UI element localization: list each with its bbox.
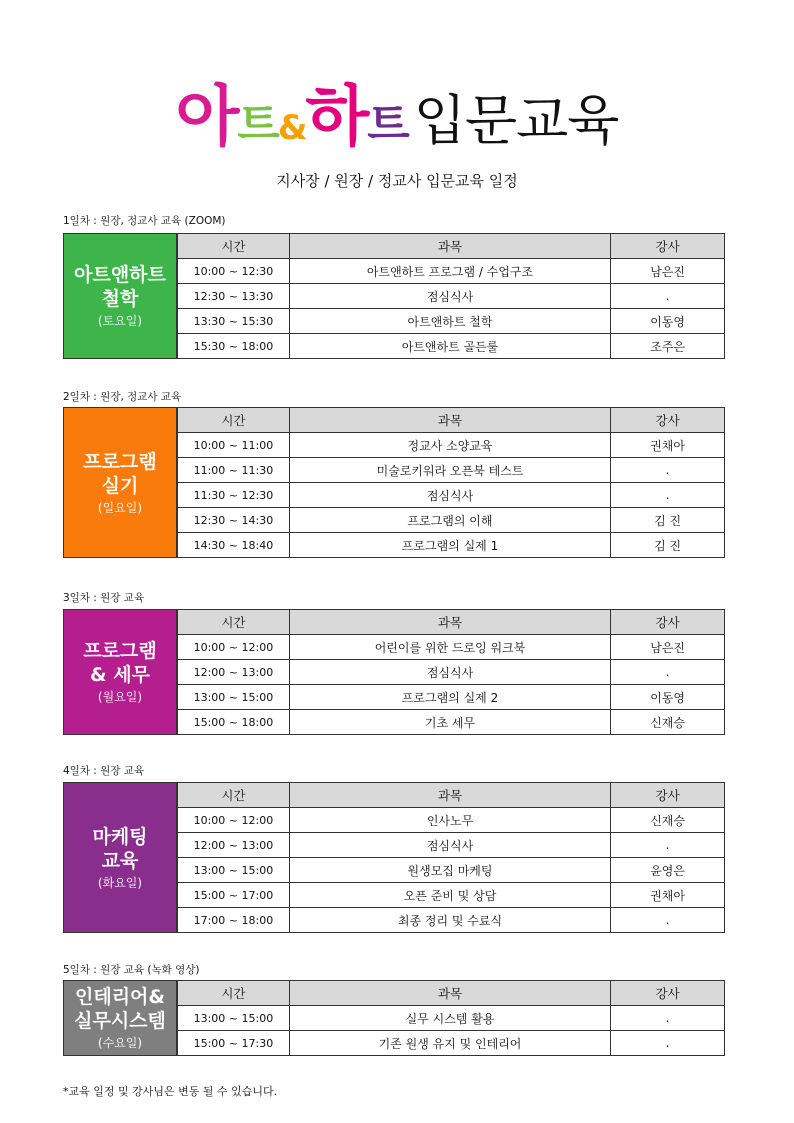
cell-subject: 점심식사 (289, 483, 610, 508)
cell-time: 11:00 ~ 11:30 (178, 458, 290, 483)
cell-subject: 원생모집 마케팅 (289, 858, 610, 883)
cell-teacher: 남은진 (611, 635, 725, 660)
cell-subject: 아트앤하트 골든룰 (289, 334, 610, 359)
cell-teacher: . (611, 483, 725, 508)
cell-time: 13:00 ~ 15:00 (178, 685, 290, 710)
cell-teacher: 김 진 (611, 533, 725, 558)
cell-time: 10:00 ~ 12:00 (178, 635, 290, 660)
day-weekday: (화요일) (97, 875, 143, 890)
table-row (178, 858, 725, 883)
day-schedule-block (63, 782, 725, 933)
day-schedule-block (63, 980, 725, 1056)
logo-char-t2: 트 (367, 99, 408, 150)
table-header-row (178, 408, 725, 433)
logo-title-text: 입문교육 (413, 89, 619, 152)
footnote: *교육 일정 및 강사님은 변동 될 수 있습니다. (63, 1085, 278, 1098)
header-time: 시간 (178, 783, 290, 808)
table-row (178, 710, 725, 735)
table-row (178, 833, 725, 858)
header-subject: 과목 (289, 783, 610, 808)
day-schedule-block (63, 233, 725, 359)
table-header-row (178, 610, 725, 635)
day-title-line-1: 아트앤하트 (74, 264, 166, 286)
day-title-panel (63, 980, 177, 1056)
day-title-line-2: 실기 (101, 474, 139, 497)
cell-subject: 기초 세무 (289, 710, 610, 735)
logo (0, 78, 794, 163)
day-schedule-block (63, 609, 725, 735)
header-time: 시간 (178, 234, 290, 259)
cell-time: 15:30 ~ 18:00 (178, 334, 290, 359)
table-row (178, 334, 725, 359)
day-label: 4일차 : 원장 교육 (63, 765, 145, 777)
schedule-table (177, 609, 725, 735)
cell-subject: 어린이를 위한 드로잉 워크북 (289, 635, 610, 660)
cell-time: 13:30 ~ 15:30 (178, 309, 290, 334)
cell-time: 15:00 ~ 18:00 (178, 710, 290, 735)
cell-time: 12:30 ~ 13:30 (178, 284, 290, 309)
table-row (178, 259, 725, 284)
cell-teacher: 윤영은 (611, 858, 725, 883)
cell-subject: 아트앤하트 철학 (289, 309, 610, 334)
cell-subject: 프로그램의 실제 1 (289, 533, 610, 558)
table-row (178, 908, 725, 933)
cell-teacher: 신재승 (611, 808, 725, 833)
cell-subject: 최종 정리 및 수료식 (289, 908, 610, 933)
logo-char-h: 하 (305, 78, 368, 155)
day-weekday: (수요일) (97, 1036, 143, 1050)
cell-teacher: 이동영 (611, 309, 725, 334)
cell-subject: 아트앤하트 프로그램 / 수업구조 (289, 259, 610, 284)
header-subject: 과목 (289, 610, 610, 635)
table-row (178, 660, 725, 685)
cell-subject: 프로그램의 이해 (289, 508, 610, 533)
cell-time: 15:00 ~ 17:30 (178, 1031, 290, 1056)
logo-char-a: 아 (175, 78, 238, 155)
day-weekday: (일요일) (97, 500, 143, 515)
header-time: 시간 (178, 408, 290, 433)
day-weekday: (토요일) (97, 314, 143, 328)
day-schedule-block (63, 407, 725, 558)
header-subject: 과목 (289, 981, 610, 1006)
table-row (178, 1006, 725, 1031)
cell-time: 12:30 ~ 14:30 (178, 508, 290, 533)
logo-ampersand: & (277, 108, 306, 148)
cell-time: 10:00 ~ 12:00 (178, 808, 290, 833)
table-row (178, 284, 725, 309)
header-time: 시간 (178, 981, 290, 1006)
header-teacher: 강사 (611, 408, 725, 433)
table-header-row (178, 981, 725, 1006)
day-title-line-1: 프로그램 (83, 450, 157, 473)
day-weekday: (월요일) (97, 690, 143, 704)
schedule-table (177, 233, 725, 359)
cell-time: 12:00 ~ 13:00 (178, 833, 290, 858)
table-row (178, 685, 725, 710)
page-subtitle: 지사장 / 원장 / 정교사 입문교육 일정 (276, 172, 518, 190)
day-title-panel (63, 782, 177, 933)
header-teacher: 강사 (611, 610, 725, 635)
cell-time: 13:00 ~ 15:00 (178, 1006, 290, 1031)
header-subject: 과목 (289, 408, 610, 433)
day-title-line-1: 인테리어& (75, 986, 165, 1008)
table-row (178, 483, 725, 508)
cell-time: 13:00 ~ 15:00 (178, 858, 290, 883)
cell-subject: 인사노무 (289, 808, 610, 833)
header-teacher: 강사 (611, 783, 725, 808)
cell-subject: 정교사 소양교육 (289, 433, 610, 458)
day-title-panel (63, 609, 177, 735)
table-row (178, 533, 725, 558)
day-title-line-1: 마케팅 (92, 825, 148, 848)
cell-teacher: . (611, 1031, 725, 1056)
cell-teacher: 권채아 (611, 433, 725, 458)
cell-subject: 점심식사 (289, 284, 610, 309)
cell-subject: 미술로키워라 오픈북 테스트 (289, 458, 610, 483)
cell-teacher: . (611, 660, 725, 685)
day-title-panel (63, 407, 177, 558)
cell-teacher: . (611, 458, 725, 483)
day-title-line-2: 실무시스템 (74, 1010, 166, 1032)
table-row (178, 508, 725, 533)
cell-teacher: . (611, 833, 725, 858)
header-teacher: 강사 (611, 981, 725, 1006)
header-subject: 과목 (289, 234, 610, 259)
table-header-row (178, 234, 725, 259)
day-label: 2일차 : 원장, 정교사 교육 (63, 391, 182, 403)
cell-subject: 실무 시스템 활용 (289, 1006, 610, 1031)
schedule-table (177, 782, 725, 933)
cell-teacher: . (611, 1006, 725, 1031)
day-label: 3일차 : 원장 교육 (63, 592, 145, 604)
cell-time: 10:00 ~ 12:30 (178, 259, 290, 284)
cell-subject: 점심식사 (289, 833, 610, 858)
logo-char-t1: 트 (237, 99, 278, 150)
day-label: 1일차 : 원장, 정교사 교육 (ZOOM) (63, 215, 226, 227)
cell-teacher: . (611, 284, 725, 309)
cell-time: 17:00 ~ 18:00 (178, 908, 290, 933)
cell-subject: 프로그램의 실제 2 (289, 685, 610, 710)
cell-teacher: . (611, 908, 725, 933)
table-row (178, 433, 725, 458)
cell-subject: 기존 원생 유지 및 인테리어 (289, 1031, 610, 1056)
day-title-line-1: 프로그램 (83, 640, 157, 662)
day-label: 5일차 : 원장 교육 (녹화 영상) (63, 964, 200, 976)
cell-time: 15:00 ~ 17:00 (178, 883, 290, 908)
cell-time: 14:30 ~ 18:40 (178, 533, 290, 558)
day-title-line-2: 교육 (101, 849, 139, 872)
table-header-row (178, 783, 725, 808)
day-title-line-2: 철학 (101, 288, 139, 310)
cell-time: 12:00 ~ 13:00 (178, 660, 290, 685)
header-time: 시간 (178, 610, 290, 635)
header-teacher: 강사 (611, 234, 725, 259)
cell-teacher: 조주은 (611, 334, 725, 359)
table-row (178, 808, 725, 833)
cell-teacher: 권채아 (611, 883, 725, 908)
table-row (178, 458, 725, 483)
schedule-table (177, 980, 725, 1056)
schedule-table (177, 407, 725, 558)
table-row (178, 1031, 725, 1056)
cell-time: 11:30 ~ 12:30 (178, 483, 290, 508)
day-title-panel (63, 233, 177, 359)
cell-subject: 오픈 준비 및 상담 (289, 883, 610, 908)
day-title-line-2: & 세무 (90, 664, 150, 686)
table-row (178, 883, 725, 908)
cell-teacher: 신재승 (611, 710, 725, 735)
cell-time: 10:00 ~ 11:00 (178, 433, 290, 458)
cell-teacher: 이동영 (611, 685, 725, 710)
cell-teacher: 김 진 (611, 508, 725, 533)
table-row (178, 309, 725, 334)
cell-teacher: 남은진 (611, 259, 725, 284)
cell-subject: 점심식사 (289, 660, 610, 685)
table-row (178, 635, 725, 660)
